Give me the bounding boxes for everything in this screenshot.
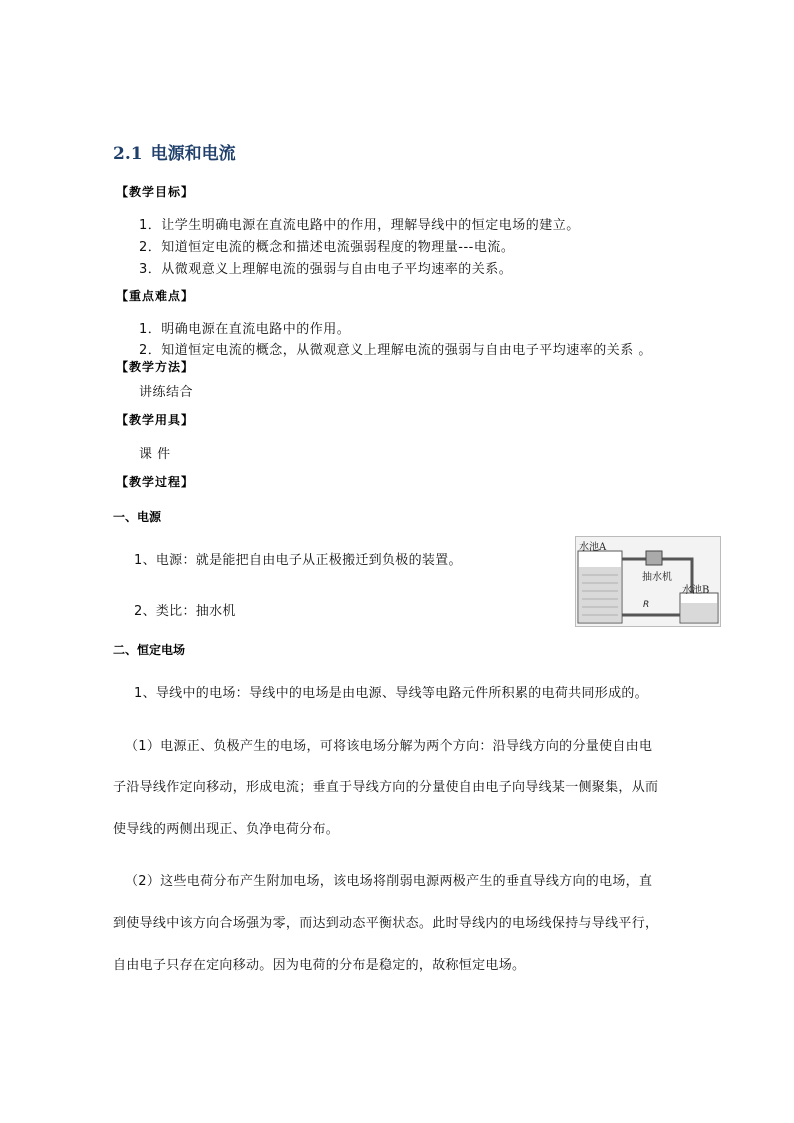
- key-point-item: 1．明确电源在直流电路中的作用。: [139, 322, 351, 337]
- key-point-item: 2．知道恒定电流的概念，从微观意义上理解电流的强弱与自由电子平均速率的关系 。: [139, 343, 652, 358]
- tools-heading: 【教学用具】: [116, 413, 195, 427]
- pump-label: 抽水机: [642, 572, 672, 583]
- part1-item: 1、电源：就是能把自由电子从正极搬迁到负极的装置。: [134, 553, 462, 568]
- tools-text: 课 件: [139, 447, 171, 462]
- part2-heading: 二、恒定电场: [113, 643, 186, 657]
- paragraph-line: （1）电源正、负极产生的电场，可将该电场分解为两个方向：沿导线方向的分量使自由电: [125, 739, 653, 754]
- section-number: 2.1: [113, 144, 143, 164]
- paragraph-line: 到使导线中该方向合场强为零，而达到动态平衡状态。此时导线内的电场线保持与导线平行，: [113, 916, 659, 931]
- objective-item: 3．从微观意义上理解电流的强弱与自由电子平均速率的关系。: [139, 262, 513, 277]
- part1-item: 2、类比：抽水机: [134, 604, 236, 619]
- objective-item: 2．知道恒定电流的概念和描述电流强弱程度的物理量---电流。: [139, 240, 515, 255]
- objective-item: 1．让学生明确电源在直流电路中的作用，理解导线中的恒定电场的建立。: [139, 218, 580, 233]
- pump-analogy-figure: [575, 536, 721, 627]
- resistor-label: R: [643, 600, 650, 610]
- key-points-heading: 【重点难点】: [116, 289, 195, 303]
- paragraph-line: 自由电子只存在定向移动。因为电荷的分布是稳定的，故称恒定电场。: [113, 958, 526, 973]
- paragraph-line: （2）这些电荷分布产生附加电场，该电场将削弱电源两极产生的垂直导线方向的电场，直: [125, 874, 653, 889]
- paragraph-line: 使导线的两侧出现正、负净电荷分布。: [113, 822, 340, 837]
- part2-item: 1、导线中的电场：导线中的电场是由电源、导线等电路元件所积累的电荷共同形成的。: [134, 686, 648, 701]
- tank-b-label: 水池B: [682, 585, 710, 596]
- method-text: 讲练结合: [139, 385, 194, 400]
- page-title: [113, 139, 236, 164]
- paragraph-line: 子沿导线作定向移动，形成电流；垂直于导线方向的分量使自由电子向导线某一侧聚集，从而: [113, 780, 659, 795]
- process-heading: 【教学过程】: [116, 475, 195, 489]
- part1-heading: 一、电源: [113, 510, 162, 524]
- method-heading: 【教学方法】: [116, 360, 195, 374]
- objectives-heading: 【教学目标】: [116, 185, 195, 199]
- tank-a-label: 水池A: [579, 542, 607, 553]
- title-text: 电源和电流: [150, 144, 236, 164]
